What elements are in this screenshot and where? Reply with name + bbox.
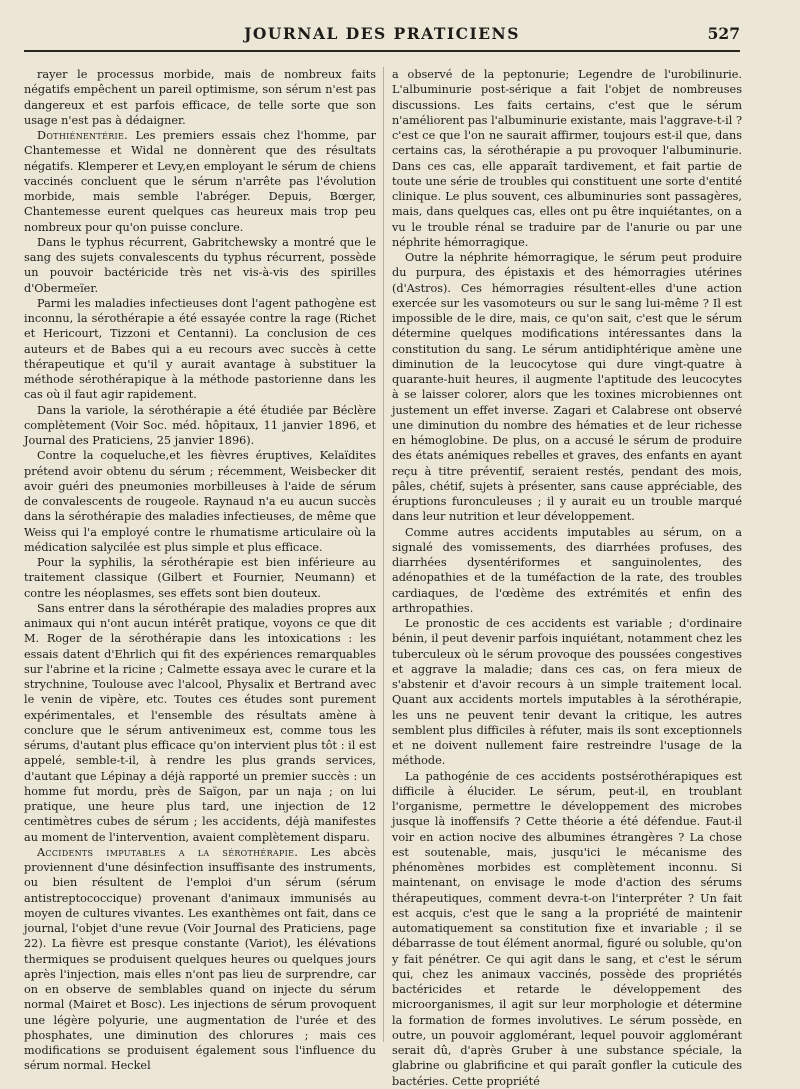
page-number: 527 [707,24,740,43]
paragraph-text: Dans le typhus récurrent, Gabritchewsky a montré que le sang des sujets convalescents du typhus récurrent, possède un pouvoir bactéricide très net vis-à-vis des spirilles d'Obermeïer. [24,235,376,295]
paragraph [24,845,376,1074]
paragraph-text: Le pronostic de ces accidents est variable ; d'ordinaire bénin, il peut devenir parfois inquiétant, notamment chez les tuberculeux où le sérum provoque des poussées congestives et aggrave la maladie; dans ces cas, on fera mieux de s'abstenir et d'avoir recours à un simple traitement local. Quant aux accidents mortels imputables à la sérothérapie, les uns ne peuvent tenir devant la critique, les autres semblent plus difficiles à réfuter, mais ils sont exceptionnels et ne doivent nullement faire restreindre l'usage de la méthode. [392,617,742,768]
paragraph [24,448,376,555]
paragraph-text: Pour la syphilis, la sérothérapie est bien inférieure au traitement classique (Gilbert et Fournier, Neumann) et contre les néoplasmes, ses effets sont bien douteux. [24,556,376,600]
paragraph [392,250,742,525]
paragraph-text: Contre la coqueluche,et les fièvres éruptives, Kelaïdites prétend avoir obtenu du sérum ; récemment, Weisbecker dit avoir guéri des pneumonies morbilleuses à l'aide de sérum de convalescents de rougeole. Raynaud n'a eu aucun succès dans la sérothérapie des maladies infectieuses, de même que Weiss qui l'a employé contre le rhumatisme articulaire où la médication salycilée est plus simple et plus efficace. [24,449,376,554]
header-rule [24,50,740,52]
right-column [392,67,742,1089]
paragraph [392,769,742,1089]
paragraph [24,235,376,296]
paragraph-text: Outre la néphrite hémorragique, le sérum peut produire du purpura, des épistaxis et des hémorragies utérines (d'Astros). Ces hémorragies résultent-elles d'une action exercée sur les vasomoteurs ou sur le sang lui-même ? Il est impossible de le dire, mais, ce qu'on sait, c'est que le sérum détermine quelques modifications intéressantes dans la constitution du sang. Le sérum antidiphtérique amène une diminution de la leucocytose qui dure vingt-quatre à quarante-huit heures, il augmente l'aptitude des leucocytes à se laisser colorer, alors que les toxines microbiennes ont justement un effet inverse. Zagari et Calabrese ont observé une diminution du nombre des hématies et de leur richesse en hémoglobine. De plus, on a accusé le sérum de produire des états anémiques rebelles et graves, des enfants en ayant reçu à titre préventif, seraient restés, pendant des mois, pâles, chétif, sujets à présenter, sans cause appréciable, des éruptions furonculeuses ; il y aurait eu un trouble marqué dans leur nutrition et leur développement. [392,251,742,524]
paragraph [24,296,376,403]
paragraph [392,616,742,769]
paragraph [24,128,376,235]
paragraph-text: Les abcès proviennent d'une désinfection insuffisante des instruments, ou bien résultent de l'emploi d'un sérum (sérum antistreptococcique) provenant d'animaux immunisés au moyen de cultures vivantes. Les exanthèmes ont fait, dans ce journal, l'objet d'une revue (Voir Journal des Praticiens, page 22). La fièvre est presque constante (Variot), les élévations thermiques se produisent quelques heures ou quelques jours après l'injection, mais elles n'ont pas lieu de surprendre, car on en observe de semblables quand on injecte du sérum normal (Mairet et Bosc). Les injections de sérum provoquent une légère polyurie, une augmentation de l'urée et des phosphates, une diminution des chlorures ; mais ces modifications se produisent également sous l'influence du sérum normal. Heckel [24,845,376,1073]
paragraph [24,67,376,128]
section-heading: Accidents imputables a la sérothérapie. [37,845,299,859]
paragraph [24,601,376,845]
left-column [24,67,376,1074]
paragraph-text: La pathogénie de ces accidents postsérothérapiques est difficile à élucider. Le sérum, peut-il, en troublant l'organisme, permettre le développement des microbes jusque là inoffensifs ? Cette théorie a été défendue. Faut-il voir en action nocive des albumines étrangères ? La chose est soutenable, mais, jusqu'ici le mécanisme des phénomènes morbides est complètement inconnu. Si maintenant, on envisage le mode d'action des sérums thérapeutiques, comment devra-t-on l'interpréter ? Un fait est acquis, c'est que le sang a la propriété de maintenir automatiquement sa constitution fixe et invariable ; il se débarrasse de tout élément anormal, figuré ou soluble, qu'on y fait pénétrer. Ce qui agit dans le sang, et c'est le sérum qui, chez les animaux vaccinés, possède des propriétés bactéricides et retarde le développement des microorganismes, il agit sur leur morphologie et détermine la formation de formes involutives. Le sérum possède, en outre, un pouvoir agglomérant, lequel pouvoir agglomérant serait dû, d'après Gruber à une substance spéciale, la glabrine ou glabrificine et qui paraît gonfler la cuticule des bactéries. Cette propriété [392,769,742,1088]
column-divider [383,67,384,1042]
paragraph-text: a observé de la peptonurie; Legendre de l'urobilinurie. L'albuminurie post-sérique a fait l'objet de nombreuses discussions. Les faits certains, c'est que le sérum n'améliorent pas l'albuminurie existante, mais l'aggrave-t-il ? c'est ce que l'on ne saurait affirmer, toujours est-il que, dans certains cas, la sérothérapie a pu provoquer l'albuminurie. Dans ces cas, elle apparaît tardivement, et fait partie de toute une série de troubles qui constituent une sorte d'entité clinique. Le plus souvent, ces albuminuries sont passagères, mais, dans quelques cas, elles ont pu être inquiétantes, on a vu le trouble rénal se traduire par de l'anurie ou par une néphrite hémorragique. [392,68,742,249]
section-heading: Dothiénentérie. [37,129,129,142]
paragraph [24,555,376,601]
paragraph-text: Parmi les maladies infectieuses dont l'agent pathogène est inconnu, la sérothérapie a été essayée contre la rage (Richet et Hericourt, Tizzoni et Centanni). La conclusion de ces auteurs et de Babes qui a eu recours avec succès à cette thérapeutique et qu'il y aurait avantage à substituer la méthode sérothérapique à la méthode pastorienne dans les cas où il faut agir rapidement. [24,296,376,402]
running-header [24,24,740,54]
paragraph [392,525,742,617]
paragraph-text: Les premiers essais chez l'homme, par Chantemesse et Widal ne donnèrent que des résultats négatifs. Klemperer et Levy,en employant le sérum de chiens vaccinés concluent que le sérum n'arrête pas l'évolution morbide, mais semble l'abréger. Depuis, Bœrger, Chantemesse eurent quelques cas heureux mais trop peu nombreux pour qu'on puisse conclure. [24,129,376,234]
paragraph-text: Comme autres accidents imputables au sérum, on a signalé des vomissements, des diarrhées profuses, des diarrhées dysentériformes et sanguinolentes, des adénopathies et de la tuméfaction de la rate, des troubles cardiaques, de l'œdème des extrémités et enfin des arthropathies. [392,525,742,615]
paragraph [392,67,742,250]
paragraph-text: Sans entrer dans la sérothérapie des maladies propres aux animaux qui n'ont aucun intérêt pratique, voyons ce que dit M. Roger de la sérothérapie dans les intoxications : les essais datent d'Ehrlich qui fit des expériences remarquables sur l'abrine et la ricine ; Calmette essaya avec le curare et la strychnine, Toulouse avec l'alcool, Physalix et Bertrand avec le venin de vipère, etc. Toutes ces études sont purement expérimentales, et l'ensemble des résultats amène à conclure que le sérum antivenimeux est, comme tous les sérums, d'autant plus efficace qu'on intervient plus tôt : il est appelé, semble-t-il, à rendre les plus grands services, d'autant que Lépinay a déjà rapporté un premier succès : un homme fut mordu, près de Saïgon, par un naja ; on lui pratique, une heure plus tard, une injection de 12 centimètres cubes de sérum ; les accidents, déjà manifestes au moment de l'intervention, avaient complètement disparu. [24,601,376,844]
paragraph-text: Dans la variole, la sérothérapie a été étudiée par Béclère complètement (Voir Soc. méd. hôpitaux, 11 janvier 1896, et Journal des Praticiens, 25 janvier 1896). [24,403,376,447]
paragraph-text: rayer le processus morbide, mais de nombreux faits négatifs empêchent un pareil optimisme, son sérum n'est pas dangereux et est parfois efficace, de telle sorte que son usage n'est pas à dédaigner. [24,68,376,127]
paragraph [24,403,376,449]
journal-title: JOURNAL DES PRATICIENS [244,24,520,43]
